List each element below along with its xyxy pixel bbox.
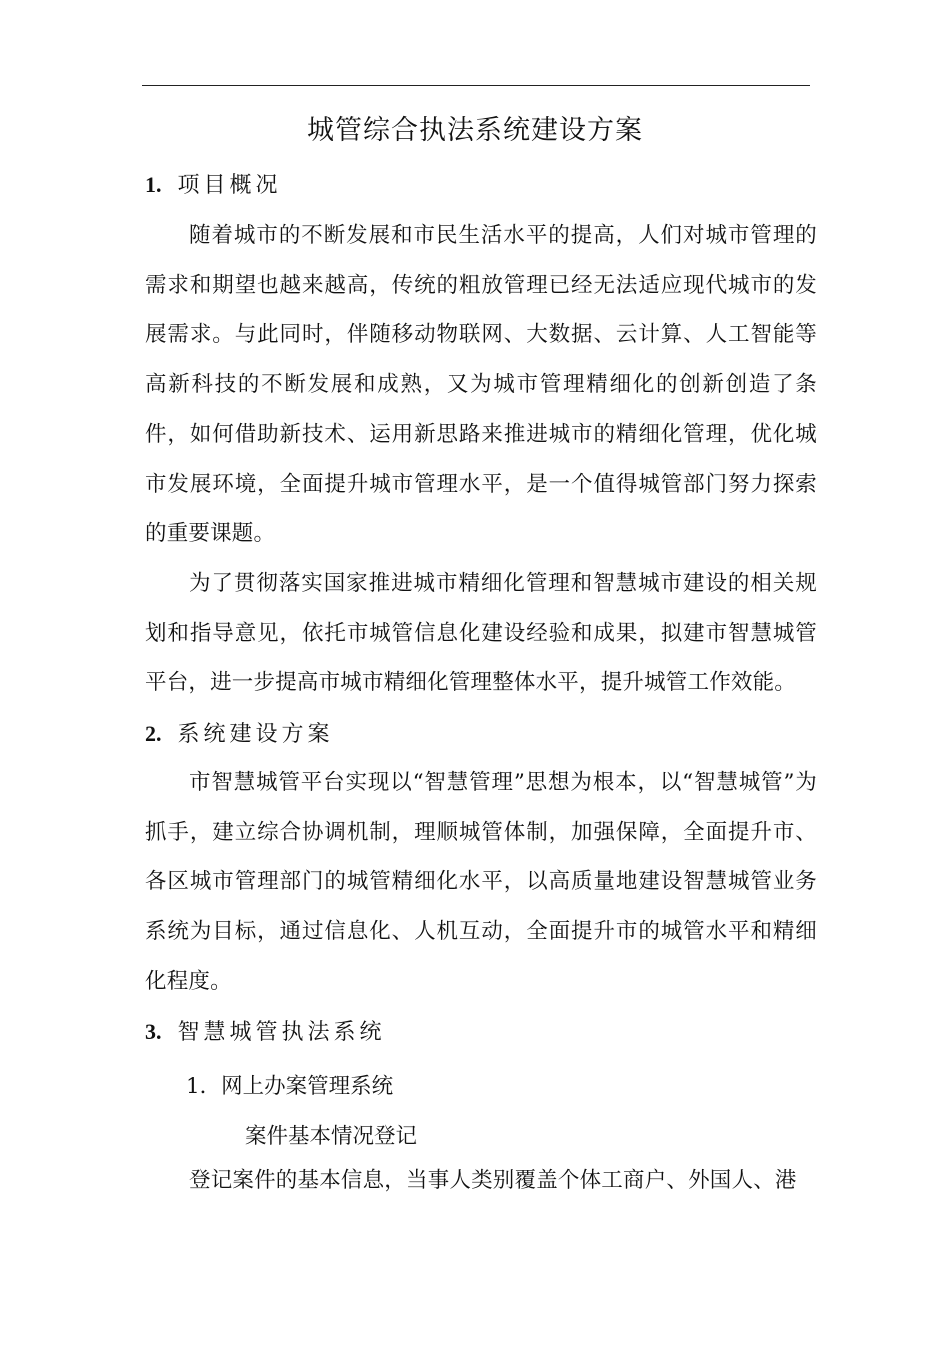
section-1-title: 项目概况: [177, 173, 282, 198]
section-2-heading: [145, 717, 334, 748]
section-1-paragraph-1: 随着城市的不断发展和市民生活水平的提高，人们对城市管理的需求和期望也越来越高，传统的粗放管理已经无法适应现代城市的发展需求。与此同时，伴随移动物联网、大数据、云计算、人工智能等高新科技的不断发展和成熟，又为城市管理精细化的创新创造了条件，如何借助新技术、运用新思路来推进城市的精细化管理，优化城市发展环境，全面提升城市管理水平，是一个值得城管部门努力探索的重要课题。: [145, 223, 817, 547]
section-3-paragraph-1: 登记案件的基本信息，当事人类别覆盖个体工商户、外国人、港: [189, 1168, 797, 1193]
section-1-heading: [145, 168, 282, 199]
section-1-number: 1.: [145, 172, 162, 197]
section-2-title: 系统建设方案: [177, 722, 334, 747]
section-3-title: 智慧城管执法系统: [177, 1020, 386, 1045]
section-3-number: 3.: [145, 1019, 162, 1044]
section-3-heading: [145, 1015, 386, 1046]
section-1-paragraph-2: 为了贯彻落实国家推进城市精细化管理和智慧城市建设的相关规划和指导意见，依托市城管信息化建设经验和成果，拟建市智慧城管平台，进一步提高市城市精细化管理整体水平，提升城管工作效能。: [145, 571, 817, 696]
subsubsection-heading: 案件基本情况登记: [245, 1124, 418, 1149]
subsection-heading: 1．网上办案管理系统: [186, 1074, 394, 1099]
header-rule: [142, 85, 810, 86]
section-2-number: 2.: [145, 721, 162, 746]
document-title: 城管综合执法系统建设方案: [307, 115, 643, 146]
section-2-paragraph-1: 市智慧城管平台实现以“智慧管理”思想为根本，以“智慧城管”为抓手，建立综合协调机制，理顺城管体制，加强保障，全面提升市、各区城市管理部门的城管精细化水平，以高质量地建设智慧城管业务系统为目标，通过信息化、人机互动，全面提升市的城管水平和精细化程度。: [145, 770, 817, 994]
